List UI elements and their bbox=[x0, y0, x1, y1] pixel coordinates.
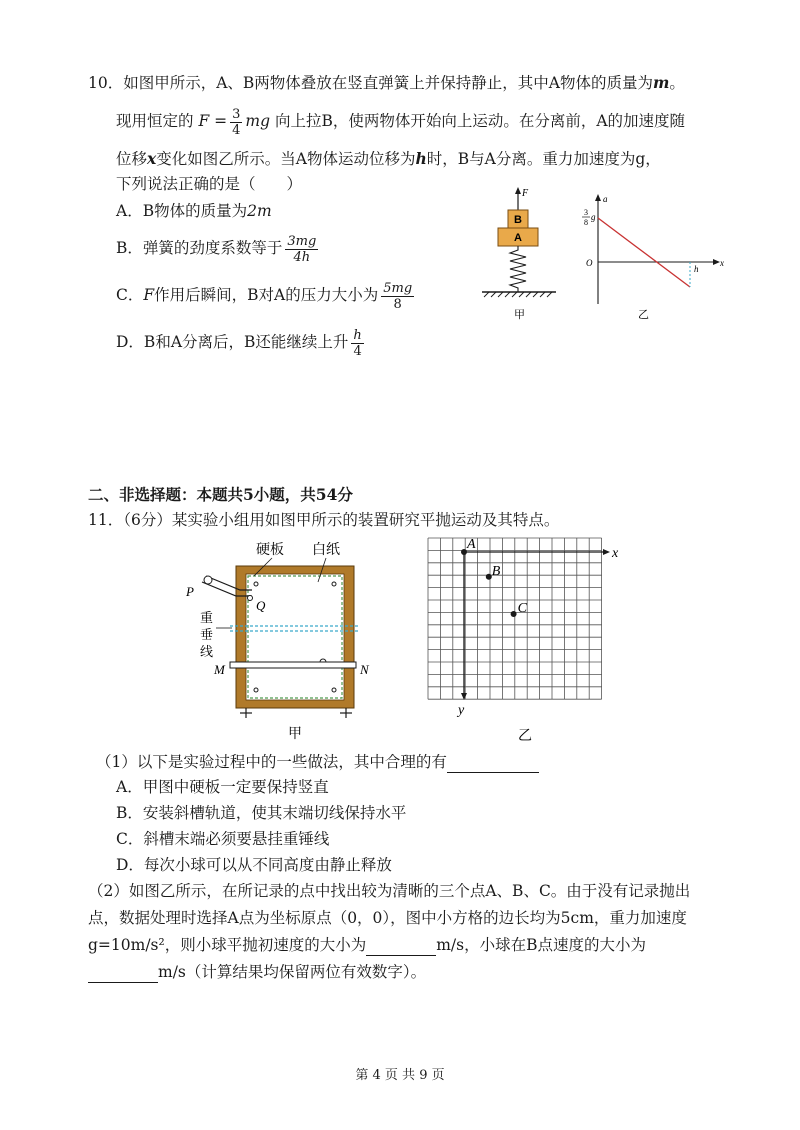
q10-line3 bbox=[116, 148, 661, 170]
q11-label-plumb-1: 重 bbox=[200, 611, 214, 626]
q10-option-a-value: 2m bbox=[247, 202, 272, 220]
q10-force-arrowhead bbox=[515, 187, 521, 194]
q10-ytick-den: 8 bbox=[584, 218, 588, 227]
q10-option-c bbox=[116, 275, 417, 315]
q10-option-b bbox=[116, 228, 321, 268]
q10-block-a-label: A bbox=[514, 232, 522, 244]
q10-option-c-fraction bbox=[381, 281, 414, 312]
q11-p1-blank[interactable] bbox=[447, 756, 539, 773]
q11-label-q: Q bbox=[256, 598, 266, 613]
q11-ball-p bbox=[204, 576, 212, 584]
q11-label-plumb-2: 垂 bbox=[200, 628, 214, 643]
q10-line3-mid: 变化如图乙所示。当A物体运动位移为 bbox=[156, 150, 416, 168]
q11-p1-option-d: D．每次小球可以从不同高度由静止释放 bbox=[116, 856, 392, 874]
q10-a-axis-label: a bbox=[603, 194, 608, 204]
q10-option-c-den: 8 bbox=[393, 296, 402, 312]
q10-force-mg: mg bbox=[245, 112, 271, 130]
q10-acceleration-line bbox=[598, 218, 690, 287]
q10-option-c-num: 5mg bbox=[383, 280, 413, 296]
q10-ytick-num: 3 bbox=[584, 208, 588, 217]
q11-figure-jia bbox=[180, 536, 380, 742]
q11-label-board: 硬板 bbox=[256, 542, 284, 558]
page-footer: 第 4 页 共 9 页 bbox=[355, 1068, 445, 1083]
q11-p2-line3 bbox=[88, 934, 646, 956]
q11-label-m: M bbox=[214, 662, 225, 677]
q10-line1 bbox=[88, 72, 685, 94]
q11-white-paper bbox=[246, 574, 344, 700]
q10-ground-hatch bbox=[484, 292, 552, 297]
q11-p2-line1: （2）如图乙所示，在所记录的点中找出较为清晰的三个点A、B、C。由于没有记录抛出 bbox=[88, 882, 691, 900]
q10-h-label: h bbox=[694, 264, 699, 274]
q11-p2-line2: 点，数据处理时选择A点为坐标原点（0，0），图中小方格的边长均为5cm，重力加速度 bbox=[88, 909, 687, 927]
q11-label-p: P bbox=[186, 584, 194, 599]
q10-x-axis-arrow bbox=[713, 259, 720, 265]
q10-block-b-label: B bbox=[514, 214, 522, 226]
q10-option-b-num: 3mg bbox=[287, 233, 317, 249]
q10-force-num: 3 bbox=[232, 106, 241, 122]
q10-figure-yi-caption: 乙 bbox=[638, 309, 649, 321]
q11-point-c-label: C bbox=[517, 601, 527, 616]
q10-option-a-text: A．B物体的质量为 bbox=[116, 202, 248, 220]
q11-figure-yi-caption: 乙 bbox=[518, 728, 532, 744]
q11-label-paper: 白纸 bbox=[312, 542, 340, 558]
q10-line2-post: 向上拉B，使两物体开始向上运动。在分离前，A的加速度随 bbox=[274, 112, 686, 130]
q11-point-q bbox=[248, 596, 253, 601]
q10-a-axis-arrow bbox=[595, 194, 601, 201]
q11-line1: 11．（6分）某实验小组用如图甲所示的装置研究平抛运动及其特点。 bbox=[88, 511, 560, 529]
q10-h-symbol: h bbox=[415, 149, 427, 168]
q11-figure-jia-caption: 甲 bbox=[288, 726, 302, 742]
q10-option-c-pre: C． bbox=[116, 286, 144, 304]
q10-option-a bbox=[116, 200, 272, 222]
q10-force-den: 4 bbox=[232, 122, 241, 138]
q11-p2-line4 bbox=[88, 961, 426, 983]
q11-p1-option-b: B．安装斜槽轨道，使其末端切线保持水平 bbox=[116, 804, 407, 822]
q11-x-axis-arrow bbox=[603, 549, 610, 555]
q10-mass-symbol: m bbox=[653, 73, 670, 92]
q10-line2 bbox=[116, 103, 685, 139]
q10-line1-end: 。 bbox=[669, 74, 685, 92]
q11-y-axis-label: y bbox=[458, 703, 465, 718]
q10-figure-jia bbox=[476, 186, 566, 326]
section2-title: 二、非选择题：本题共5小题，共54分 bbox=[88, 485, 353, 504]
q11-initial-velocity-blank[interactable] bbox=[366, 939, 436, 956]
q10-option-d bbox=[116, 322, 367, 362]
q10-option-b-den: 4h bbox=[293, 249, 311, 265]
q10-force-fraction bbox=[230, 107, 242, 138]
q11-p2-line4-post: m/s（计算结果均保留两位有效数字）。 bbox=[158, 963, 427, 981]
q10-line3-pre: 位移 bbox=[116, 150, 148, 168]
q10-line4: 下列说法正确的是（ ） bbox=[116, 175, 303, 193]
q11-p1-text: （1）以下是实验过程中的一些做法，其中合理的有 bbox=[96, 753, 447, 771]
q11-grid bbox=[428, 538, 602, 699]
q11-p2-line3-pre: g=10m/s²，则小球平抛初速度的大小为 bbox=[88, 936, 367, 954]
q10-option-b-text: B．弹簧的劲度系数等于 bbox=[116, 239, 283, 257]
q11-bar-mn bbox=[230, 662, 356, 668]
q11-p2-line3-mid: m/s，小球在B点速度的大小为 bbox=[436, 936, 646, 954]
q11-x-axis-label: x bbox=[612, 546, 619, 561]
q10-x-axis-label: x bbox=[720, 258, 724, 268]
q11-p1-option-c: C．斜槽末端必须要悬挂重锤线 bbox=[116, 830, 330, 848]
q10-option-c-text: 作用后瞬间，B对A的压力大小为 bbox=[154, 286, 379, 304]
q11-p1-option-a: A．甲图中硬板一定要保持竖直 bbox=[116, 778, 329, 796]
q11-b-velocity-blank[interactable] bbox=[88, 966, 158, 983]
q10-line3-post: 时，B与A分离。重力加速度为g， bbox=[426, 150, 661, 168]
q11-p1 bbox=[96, 751, 539, 773]
q10-origin-label: O bbox=[586, 258, 593, 268]
q11-point-a-label: A bbox=[467, 537, 476, 552]
q10-option-d-den: 4 bbox=[353, 343, 362, 359]
q11-point-c bbox=[511, 611, 517, 617]
q10-ytick-g: g bbox=[591, 212, 596, 222]
q10-spring bbox=[510, 246, 526, 292]
q11-label-n: N bbox=[360, 662, 369, 677]
q10-figure-yi bbox=[574, 192, 734, 324]
q10-option-d-num: h bbox=[353, 327, 362, 343]
q11-label-plumb-3: 线 bbox=[200, 645, 214, 660]
q11-point-b-label: B bbox=[491, 563, 501, 579]
q10-option-b-fraction bbox=[285, 234, 318, 265]
q10-figure-jia-caption: 甲 bbox=[514, 309, 525, 321]
q10-force-label: F bbox=[522, 188, 529, 199]
q10-option-c-force: F bbox=[143, 286, 155, 304]
q10-option-d-text: D．B和A分离后，B还能继续上升 bbox=[116, 333, 349, 351]
q10-line2-pre: 现用恒定的 bbox=[116, 112, 194, 130]
q10-option-d-fraction bbox=[351, 328, 363, 359]
q10-force-lhs: F = bbox=[198, 112, 228, 130]
q10-line1-text: 10．如图甲所示，A、B两物体叠放在竖直弹簧上并保持静止，其中A物体的质量为 bbox=[88, 74, 654, 92]
q10-x-symbol: x bbox=[147, 149, 157, 168]
q11-figure-yi bbox=[420, 532, 630, 744]
